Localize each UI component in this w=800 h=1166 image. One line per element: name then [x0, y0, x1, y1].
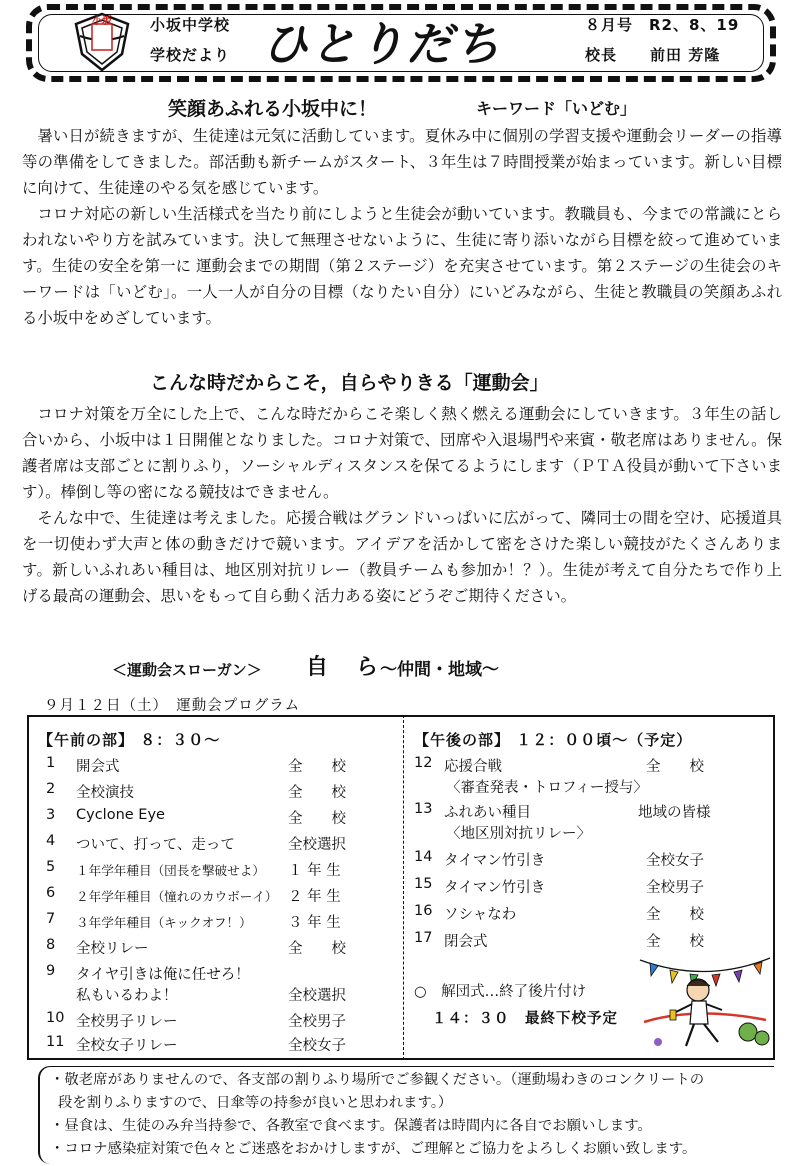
row-event: タイヤ引きは俺に任せろ！ — [76, 967, 250, 983]
section1-paragraph-2: コロナ対応の新しい生活様式を当たり前にしようと生徒会が動いています。教職員も、今までの常識にとらわれないやり方を試みています。決して無理させないように、生徒に寄り添いながら目標を絞って進めています。生徒の安全を第一に 運動会までの期間（第２ステージ）を充実させています。第２ステージの生徒会のキーワードは「いどむ」。一人一人が自分の目標（なりたい自分）にいどみながら、生徒と教職員の笑顔あふれる小坂中をめざしています。 — [22, 205, 782, 327]
slogan-text: 自 ら — [306, 655, 382, 680]
row-event: 応援合戦 — [444, 759, 502, 775]
row-number: 5 — [46, 859, 56, 875]
note-line-1: ・敬老席がありませんので、各支部の割りふり場所でご参観ください。（運動場わきのコンクリートの — [50, 1072, 705, 1088]
row-event-line2: 〈審査発表・トロフィー授与〉 — [446, 780, 648, 796]
row-participants: 地域の皆様 — [638, 805, 711, 821]
program-row — [46, 963, 396, 1007]
row-participants: 全 校 — [646, 907, 704, 923]
row-participants: 全校選択 — [288, 837, 346, 853]
row-participants: 全 校 — [288, 811, 346, 827]
row-event: ２年学年種目（憧れのカウボーイ） — [76, 889, 278, 904]
row-number: 17 — [414, 930, 433, 946]
row-number: 6 — [46, 885, 56, 901]
row-event: タイマン竹引き — [444, 853, 546, 869]
row-event: タイマン竹引き — [444, 880, 546, 896]
row-event-line2: 〈地区別対抗リレー〉 — [446, 826, 591, 842]
principal-label: 校長 — [585, 46, 618, 64]
row-number: 10 — [46, 1010, 65, 1026]
row-participants: ２ 年 生 — [288, 889, 341, 905]
runner-illustration-icon — [636, 950, 772, 1054]
issue-label: ８月号 R2、8、19 — [585, 16, 740, 34]
section2-paragraph-2: そんな中で、生徒達は考えました。応援合戦はグランドいっぱいに広がって、隣同士の間を空け、応援道具を一切使わず大声と体の動きだけで競います。アイデアを活かして密をさけた楽しい競技がたくさんあります。新しいふれあい種目は、地区別対抗リレー（教員チームも参加か！？）。生徒が考えて自分たちで作り上げる最高の運動会、思いをもって自ら動く活力ある姿にどうぞご期待ください。 — [22, 509, 782, 605]
row-number: 15 — [414, 876, 433, 892]
row-event: ３年学年種目（キックオフ！） — [76, 915, 252, 930]
row-participants: 全 校 — [288, 941, 346, 957]
row-participants: 全校選択 — [288, 988, 346, 1004]
row-participants: 全 校 — [288, 759, 346, 775]
row-participants: 全 校 — [646, 759, 704, 775]
slogan-label: ＜運動会スローガン＞ — [112, 661, 262, 679]
dismissal-note: １４：３０ 最終下校予定 — [432, 1011, 618, 1027]
row-participants: 全校男子 — [646, 880, 704, 896]
program-date-title: ９月１２日（土） 運動会プログラム — [44, 698, 301, 714]
note-line-3: ・昼食は、生徒のみ弁当持参で、各教室で食べます。保護者は時間内に各自でお願いします。 — [50, 1118, 652, 1134]
note-line-2: 段を割りふりますので、日傘等の持参が良いと思われます。） — [58, 1095, 453, 1111]
row-event: 全校女子リレー — [76, 1038, 178, 1054]
row-event: ふれあい種目 — [444, 805, 531, 821]
morning-title: 【午前の部】 ８：３０～ — [38, 731, 221, 749]
row-number: 12 — [414, 755, 433, 771]
row-participants: １ 年 生 — [288, 863, 341, 879]
emblem-text: 小坂 — [92, 16, 112, 27]
row-participants: 全校女子 — [646, 853, 704, 869]
row-event: 全校男子リレー — [76, 1014, 178, 1030]
newsletter-label: 学校だより — [150, 46, 231, 64]
row-number: 3 — [46, 807, 56, 823]
row-event: ソシャなわ — [444, 907, 517, 923]
note-line-4: ・コロナ感染症対策で色々とご迷惑をおかけしますが、ご理解とご協力をよろしくお願い致します。 — [50, 1141, 697, 1157]
row-participants: 全校女子 — [288, 1038, 346, 1054]
row-event: １年学年種目（団長を撃破せよ） — [76, 863, 265, 878]
school-name: 小坂中学校 — [150, 16, 231, 34]
row-participants: 全 校 — [288, 785, 346, 801]
closing-ceremony-note: ○ 解団式…終了後片付け — [414, 984, 587, 1000]
row-event: ついて、打って、走って — [76, 837, 235, 853]
program-row — [414, 801, 764, 845]
row-participants: 全 校 — [646, 934, 704, 950]
row-event: 全校リレー — [76, 941, 149, 957]
row-event: 開会式 — [76, 759, 120, 775]
program-row — [414, 755, 764, 799]
row-participants: ３ 年 生 — [288, 915, 341, 931]
row-number: 4 — [46, 833, 56, 849]
section1-keyword: キーワード「いどむ」 — [476, 99, 637, 118]
row-number: 13 — [414, 801, 433, 817]
row-number: 2 — [46, 781, 56, 797]
row-number: 11 — [46, 1034, 65, 1050]
section2-paragraph-1: コロナ対策を万全にした上で、こんな時だからこそ楽しく熱く燃える運動会にしていきます。３年生の話し合いから、小坂中は１日開催となりました。コロナ対策で、団席や入退場門や来賓・敬老席はありません。保護者席は支部ごとに割りふり，ソーシャルディスタンスを保てるようにします（ＰＴＡ役員が動いて下さいます）。棒倒し等の密になる競技はできません。 — [22, 405, 782, 501]
row-number: 8 — [46, 937, 56, 953]
section1-heading: 笑顔あふれる小坂中に！ — [168, 98, 378, 120]
program-divider — [403, 715, 404, 1060]
row-event-line2: 私もいるわよ！ — [76, 988, 178, 1004]
row-number: 7 — [46, 911, 56, 927]
section2-heading: こんな時だからこそ，自らやりきる「運動会」 — [150, 372, 549, 394]
newsletter-title: ひとりだち — [262, 17, 502, 71]
row-event: 全校演技 — [76, 785, 134, 801]
row-number: 16 — [414, 903, 433, 919]
afternoon-title: 【午後の部】 １２：００頃～（予定） — [414, 731, 693, 749]
row-number: 9 — [46, 963, 56, 979]
row-number: 1 — [46, 755, 56, 771]
row-event: 閉会式 — [444, 934, 488, 950]
principal-name: 前田 芳隆 — [650, 46, 721, 64]
section1-paragraph-1: 暑い日が続きますが、生徒達は元気に活動しています。夏休み中に個別の学習支援や運動会リーダーの指導等の準備をしてきました。部活動も新チームがスタート、３年生は７時間授業が始まっています。新しい目標に向けて、生徒達のやる気を感じています。 — [22, 127, 782, 197]
row-participants: 全校男子 — [288, 1014, 346, 1030]
row-number: 14 — [414, 849, 433, 865]
slogan-sub: ～仲間・地域～ — [380, 660, 499, 680]
row-event: Cyclone Eye — [76, 807, 165, 823]
